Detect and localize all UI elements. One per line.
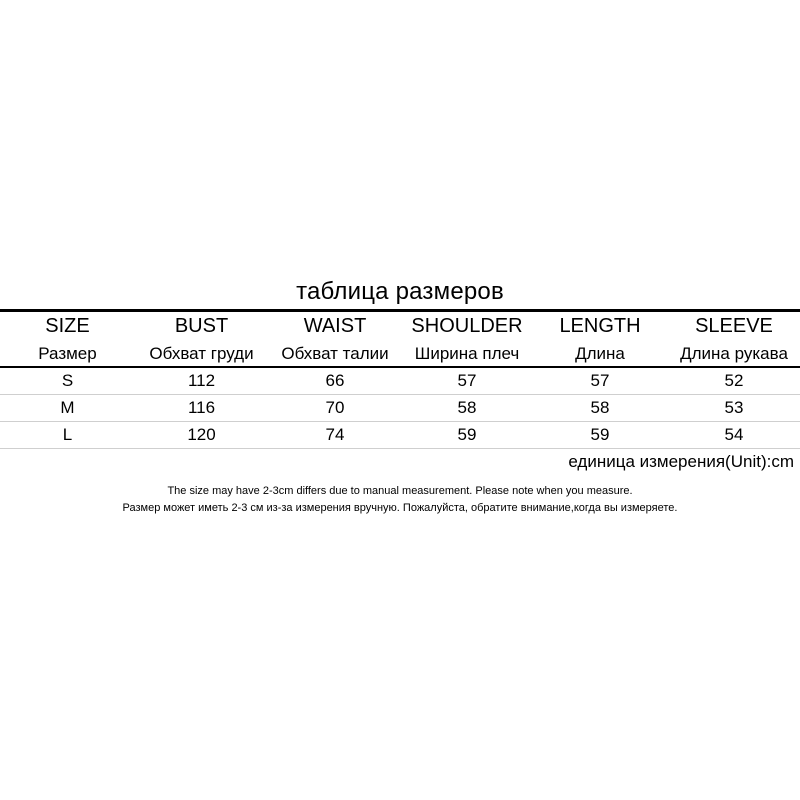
bust-cell: 116 bbox=[135, 395, 268, 422]
waist-cell: 66 bbox=[268, 367, 402, 395]
column-header-bust: BUST bbox=[135, 311, 268, 342]
column-header-waist: WAIST bbox=[268, 311, 402, 342]
size-cell: M bbox=[0, 395, 135, 422]
measurement-note-english: The size may have 2-3cm differs due to manual measurement. Please note when you measure. bbox=[167, 485, 633, 497]
column-subheader-size: Размер bbox=[0, 341, 135, 367]
page-title: таблица размеров bbox=[296, 278, 504, 305]
bust-cell: 120 bbox=[135, 422, 268, 449]
waist-cell: 74 bbox=[268, 422, 402, 449]
shoulder-cell: 58 bbox=[402, 395, 532, 422]
column-subheader-bust: Обхват груди bbox=[135, 341, 268, 367]
sleeve-cell: 54 bbox=[668, 422, 800, 449]
size-chart-table bbox=[0, 309, 800, 449]
sleeve-cell: 52 bbox=[668, 367, 800, 395]
length-cell: 58 bbox=[532, 395, 668, 422]
bust-cell: 112 bbox=[135, 367, 268, 395]
column-subheader-length: Длина bbox=[532, 341, 668, 367]
column-header-shoulder: SHOULDER bbox=[402, 311, 532, 342]
length-cell: 59 bbox=[532, 422, 668, 449]
column-header-length: LENGTH bbox=[532, 311, 668, 342]
header-row-english bbox=[0, 311, 800, 342]
size-cell: S bbox=[0, 367, 135, 395]
table-row bbox=[0, 422, 800, 449]
waist-cell: 70 bbox=[268, 395, 402, 422]
header-row-russian bbox=[0, 341, 800, 367]
measurement-note-russian: Размер может иметь 2-3 см из-за измерения вручную. Пожалуйста, обратите внимание,когда вы измеряете. bbox=[122, 502, 678, 514]
column-header-sleeve: SLEEVE bbox=[668, 311, 800, 342]
unit-note: единица измерения(Unit):cm bbox=[568, 452, 794, 471]
length-cell: 57 bbox=[532, 367, 668, 395]
column-header-size: SIZE bbox=[0, 311, 135, 342]
column-subheader-shoulder: Ширина плеч bbox=[402, 341, 532, 367]
shoulder-cell: 59 bbox=[402, 422, 532, 449]
size-cell: L bbox=[0, 422, 135, 449]
sleeve-cell: 53 bbox=[668, 395, 800, 422]
table-row bbox=[0, 395, 800, 422]
column-subheader-waist: Обхват талии bbox=[268, 341, 402, 367]
shoulder-cell: 57 bbox=[402, 367, 532, 395]
column-subheader-sleeve: Длина рукава bbox=[668, 341, 800, 367]
table-row bbox=[0, 367, 800, 395]
